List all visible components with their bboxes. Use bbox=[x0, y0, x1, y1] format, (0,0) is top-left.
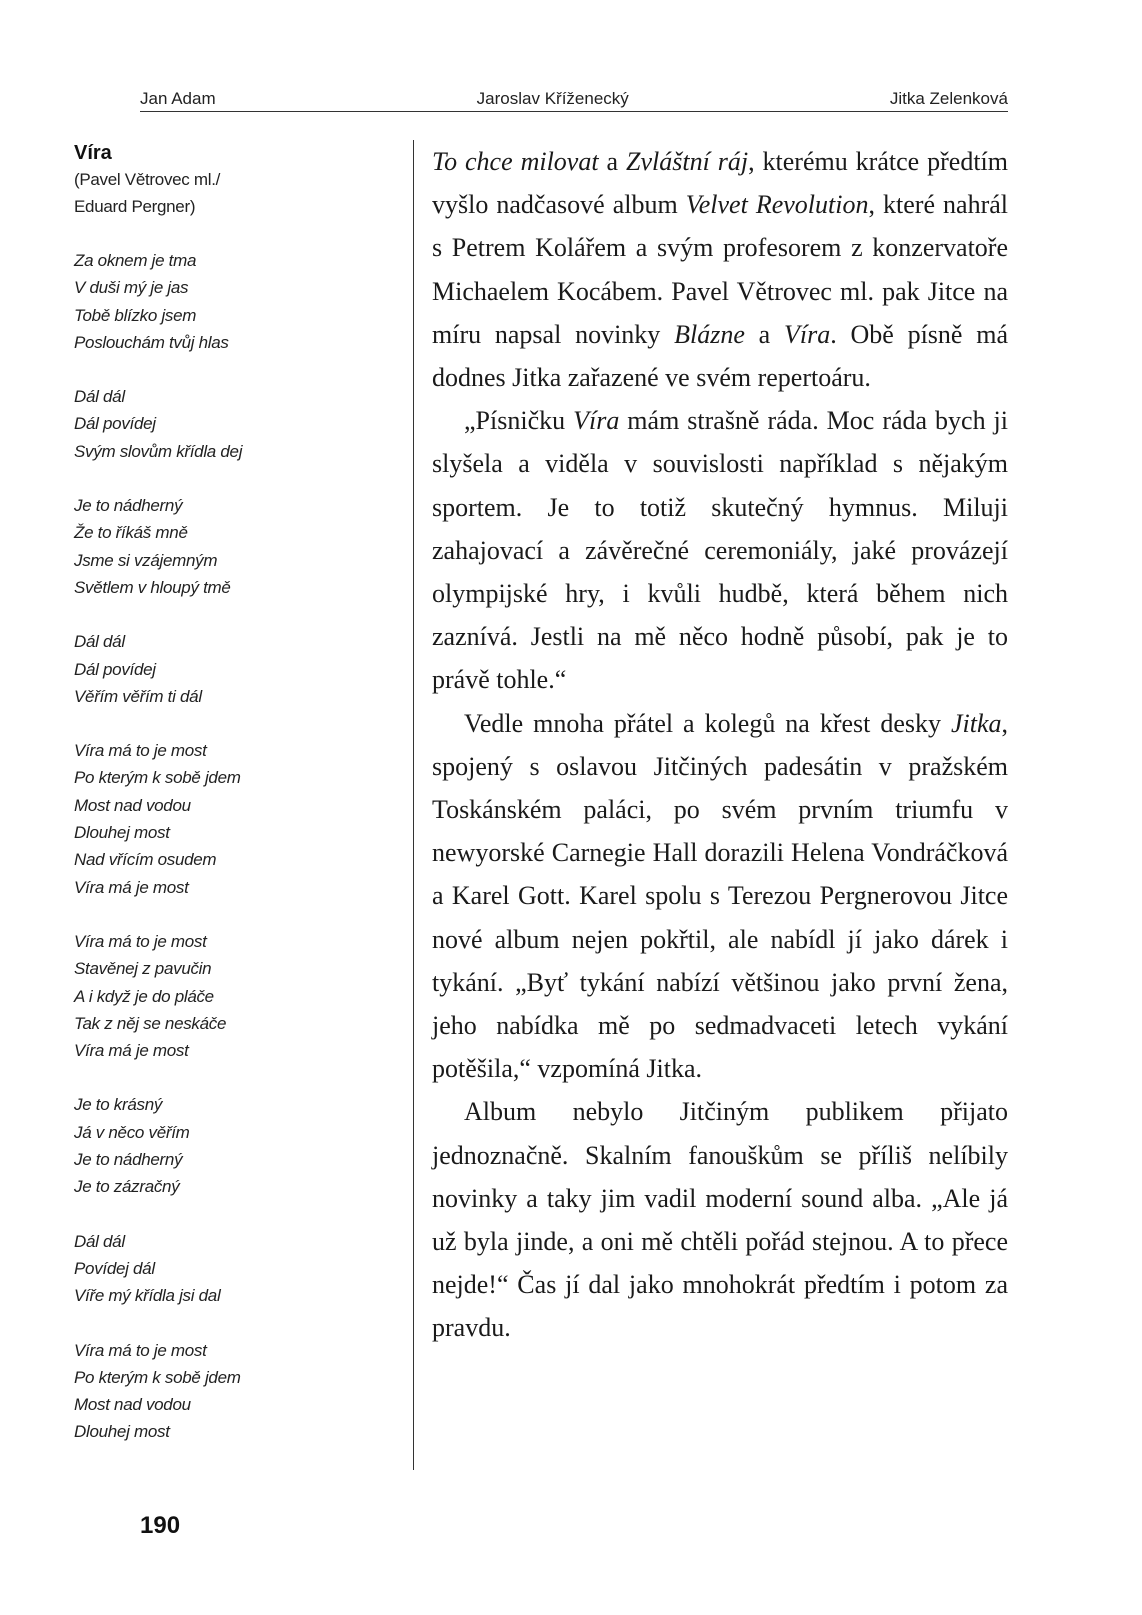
lyric-line: Povídej dál bbox=[74, 1258, 155, 1278]
running-header bbox=[140, 84, 1008, 112]
text-fragment: , kterému krátce předtím vyšlo nadčasové album bbox=[432, 147, 1008, 220]
stanza bbox=[74, 247, 374, 356]
lyric-line: Víra má je most bbox=[74, 1041, 189, 1061]
lyric-line: Jsme si vzájemným bbox=[74, 550, 218, 570]
stanza bbox=[74, 928, 374, 1064]
song-title-ref: Blázne bbox=[674, 319, 745, 349]
lyric-line: Víra má to je most bbox=[74, 741, 207, 761]
stanza bbox=[74, 1228, 374, 1310]
lyric-line: Víře mý křídla jsi dal bbox=[74, 1286, 221, 1306]
stanza bbox=[74, 628, 374, 710]
stanza bbox=[74, 737, 374, 901]
lyric-line: Víra má je most bbox=[74, 877, 189, 897]
lyric-line: Víra má to je most bbox=[74, 1340, 207, 1360]
lyric-line: Nad vřícím osudem bbox=[74, 850, 217, 870]
lyric-line: Za oknem je tma bbox=[74, 251, 197, 270]
lyric-line: Stavěnej z pavučin bbox=[74, 959, 212, 979]
lyric-line: V duši mý je jas bbox=[74, 278, 189, 298]
stanza bbox=[74, 492, 374, 601]
header-author-left: Jan Adam bbox=[140, 89, 216, 108]
lyric-line: Dál dál bbox=[74, 387, 125, 407]
lyric-line: Dál povídej bbox=[74, 414, 156, 434]
body-text-column bbox=[432, 140, 1008, 1350]
lyric-line: Po kterým k sobě jdem bbox=[74, 768, 241, 788]
song-title-ref: Zvláštní ráj bbox=[626, 147, 749, 176]
lyric-line: Je to nádherný bbox=[74, 1150, 183, 1170]
text-fragment: , spojený s oslavou Jitčiných padesátin v pražském Toskánském paláci, po svém prvním triumfu v newyorské Carnegie Hall dorazili Helena Vondráčková a Karel Gott. Karel spolu s Terezou Pergnerovou Jitce nové album nejen pokřtil, ale nabídl jí jako dárek i tykání. „Byť tykání nabízí většinou jako první žena, jeho nabídka mě po sedmadvaceti letech vykání potěšila,“ vzpomíná Jitka. bbox=[432, 708, 1008, 1084]
lyric-line: Dlouhej most bbox=[74, 1422, 170, 1442]
lyric-line: Je to nádherný bbox=[74, 496, 183, 516]
text-fragment: . Obě písně má dodnes Jitka zařazené ve svém repertoáru. bbox=[432, 319, 1008, 393]
lyric-line: Most nad vodou bbox=[74, 795, 191, 815]
lyric-line: Most nad vodou bbox=[74, 1395, 191, 1415]
lyric-line: Já v něco věřím bbox=[74, 1122, 190, 1142]
credits-line: (Pavel Větrovec ml./ bbox=[74, 170, 221, 189]
album-title-ref: Velvet Revolution bbox=[685, 190, 869, 220]
text-fragment: a bbox=[744, 319, 784, 349]
credits-line: Eduard Pergner) bbox=[74, 197, 196, 216]
lyric-line: Dál dál bbox=[74, 632, 125, 652]
lyric-line: Je to zázračný bbox=[74, 1177, 180, 1197]
song-lyrics-column bbox=[74, 140, 374, 1446]
lyric-line: Poslouchám tvůj hlas bbox=[74, 332, 229, 352]
text-fragment: Vedle mnoha přátel a kolegů na křest desky bbox=[464, 708, 951, 738]
stanza bbox=[74, 383, 374, 465]
stanza bbox=[74, 1091, 374, 1200]
lyric-line: A i když je do pláče bbox=[74, 986, 214, 1006]
paragraph-3 bbox=[432, 702, 1008, 1091]
header-author-right: Jitka Zelenková bbox=[889, 89, 1008, 108]
lyric-line: Po kterým k sobě jdem bbox=[74, 1367, 241, 1387]
lyric-line: Je to krásný bbox=[74, 1095, 163, 1115]
album-title-ref: Jitka bbox=[950, 708, 1002, 738]
lyric-line: Tak z něj se neskáče bbox=[74, 1013, 227, 1033]
paragraph-2 bbox=[432, 399, 1008, 701]
stanza bbox=[74, 1337, 374, 1446]
lyric-line: Dál povídej bbox=[74, 659, 156, 679]
song-title-ref: To chce milovat bbox=[432, 147, 599, 176]
text-fragment: „Písničku bbox=[464, 406, 574, 436]
header-author-center: Jaroslav Kříženecký bbox=[476, 89, 629, 108]
lyric-line: Svým slovům křídla dej bbox=[74, 441, 243, 461]
lyric-line: Dlouhej most bbox=[74, 823, 170, 843]
lyric-line: Že to říkáš mně bbox=[74, 523, 188, 543]
lyric-line: Věřím věřím ti dál bbox=[74, 686, 202, 706]
paragraph-4: Album nebylo Jitčiným publikem přijato jednoznačně. Skalním fanouškům se příliš nelíbily novinky a taky jim vadil moderní sound alba. „Ale já už byla jinde, a oni mě chtěli pořád stejnou. A to přece nejde!“ Čas jí dal jako mnohokrát předtím i potom za pravdu. bbox=[432, 1097, 1008, 1343]
song-title-ref: Víra bbox=[783, 319, 831, 349]
stanzas bbox=[74, 247, 374, 1446]
lyric-line: Dál dál bbox=[74, 1231, 125, 1251]
lyric-line: Světlem v hloupý tmě bbox=[74, 577, 231, 597]
paragraph-1 bbox=[432, 140, 1008, 399]
lyric-line: Tobě blízko jsem bbox=[74, 305, 197, 325]
song-credits bbox=[74, 166, 374, 220]
text-fragment: a bbox=[598, 147, 627, 176]
column-divider bbox=[413, 140, 414, 1470]
song-title: Víra bbox=[74, 142, 112, 164]
text-fragment: , které nahrál s Petrem Kolářem a svým profesorem z konzervatoře Michaelem Kocábem. Pavel Větrovec ml. pak Jitce na míru napsal novinky bbox=[432, 190, 1008, 349]
song-title-ref: Víra bbox=[573, 406, 620, 436]
page-number: 190 bbox=[140, 1512, 181, 1539]
lyric-line: Víra má to je most bbox=[74, 931, 207, 951]
text-fragment: mám strašně ráda. Moc ráda bych ji slyšela a viděla v souvislosti například s nějakým sportem. Je to totiž skutečný hymnus. Miluji zahajovací a závěrečné ceremoniály, jaké provázejí olympijské hry, i kvůli hudbě, která během nich zaznívá. Jestli na mě něco hodně působí, pak je to právě tohle.“ bbox=[432, 406, 1008, 695]
